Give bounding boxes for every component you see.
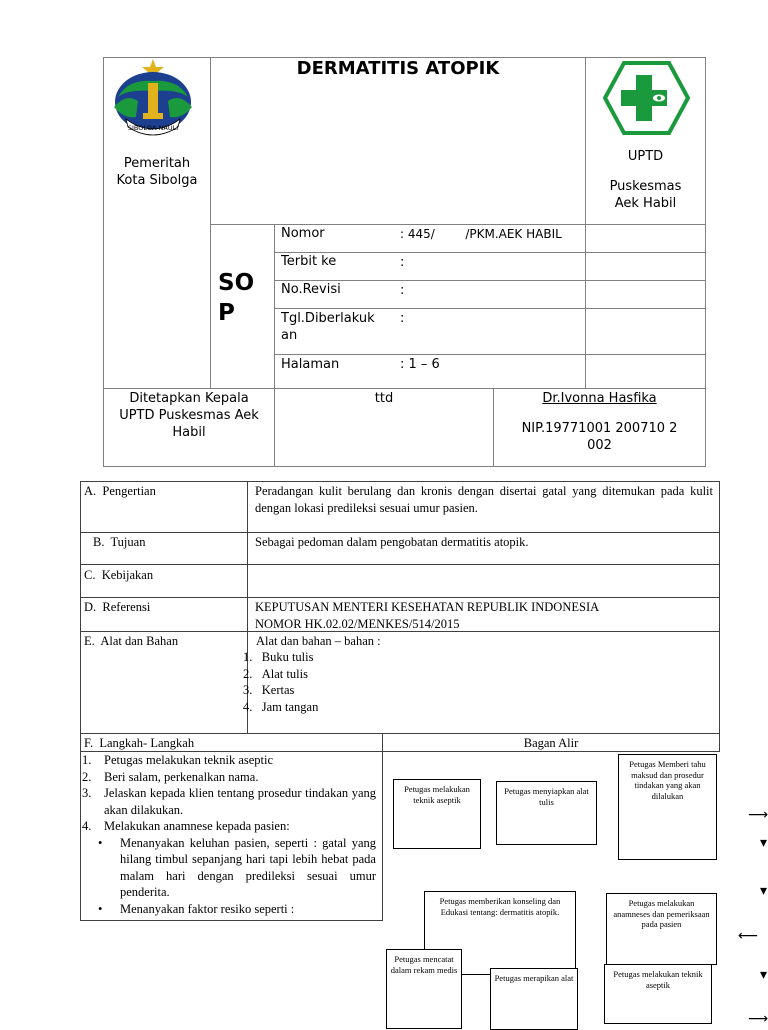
- alat-list: [243, 649, 318, 715]
- flow-box-aseptik-2: Petugas melakukan teknik aseptik: [604, 964, 712, 1024]
- tujuan-text: Sebagai pedoman dalam pengobatan dermatitis atopik.: [255, 535, 529, 549]
- arrow-down-icon: ▾: [760, 967, 768, 983]
- flow-box-aseptik: Petugas melakukan teknik aseptik: [393, 779, 481, 849]
- tujuan-label: B. Tujuan: [93, 535, 146, 549]
- field-terbit-value: :: [400, 255, 405, 270]
- referensi-label: D. Referensi: [84, 600, 151, 614]
- field-tgl-value: :: [400, 311, 405, 326]
- field-terbit-label: Terbit ke: [281, 254, 337, 269]
- ditetapkan-text: Ditetapkan Kepala UPTD Puskesmas Aek Habil: [119, 391, 259, 440]
- left-org-name: Pemeritah Kota Sibolga: [116, 156, 198, 188]
- kebijakan-label: C. Kebijakan: [84, 568, 154, 582]
- list-item: 1. Buku tulis: [243, 650, 314, 664]
- field-revisi-label: No.Revisi: [281, 282, 341, 297]
- sop-label: SO P: [218, 270, 255, 326]
- list-item: • Menanyakan faktor resiko seperti :: [98, 901, 295, 916]
- list-item: • Menanyakan keluhan pasien, seperti : gatal yang hilang timbul sepanjang hari tapi lebih hebat pada malam hari dengan predileksi sesuai umur penderita.: [98, 835, 376, 899]
- field-halaman-label: Halaman: [281, 357, 340, 372]
- referensi-text: KEPUTUSAN MENTERI KESEHATAN REPUBLIK INDONESIA NOMOR HK.02.02/MENKES/514/2015: [255, 600, 600, 631]
- list-item: 1. Petugas melakukan teknik aseptic: [82, 753, 274, 767]
- flow-box-memberi-tahu: Petugas Memberi tahu maksud dan prosedur tindakan yang akan dilalukan: [618, 754, 717, 860]
- flow-box-alat-tulis: Petugas menyiapkan alat tulis: [496, 781, 597, 845]
- signer-nip: NIP.19771001 200710 2 002: [521, 421, 678, 453]
- right-org-puskesmas: Puskesmas Aek Habil: [609, 179, 682, 211]
- list-item: 2. Alat tulis: [243, 666, 308, 681]
- list-item: 2. Beri salam, perkenalkan nama.: [82, 769, 259, 784]
- flow-box-rekam-medis: Petugas mencatat dalam rekam medis: [386, 949, 462, 1029]
- field-revisi-value: :: [400, 283, 405, 298]
- alat-label: E. Alat dan Bahan: [84, 634, 179, 648]
- page-title: DERMATITIS ATOPIK: [296, 58, 500, 79]
- field-nomor-value: : 445/ /PKM.AEK HABIL: [400, 227, 562, 241]
- alat-intro: Alat dan bahan – bahan :: [256, 634, 381, 648]
- puskesmas-logo: [603, 61, 690, 135]
- field-tgl-label: Tgl.Diberlakuk an: [281, 311, 375, 343]
- pengertian-text: Peradangan kulit berulang dan kronis dengan disertai gatal yang ditemukan pada kulit dengan lokasi predileksi sesuai umur pasien.: [255, 484, 713, 515]
- arrow-left-icon: ⟵: [738, 928, 759, 944]
- signer-name: Dr.Ivonna Hasfika: [542, 391, 657, 406]
- ttd-text: ttd: [374, 391, 394, 406]
- arrow-right-icon: ⟶: [748, 807, 768, 823]
- sibolga-logo: [108, 57, 198, 141]
- logo-motto: SIBOLGA NAULI: [127, 124, 179, 132]
- list-item: 4. Melakukan anamnese kepada pasien:: [82, 819, 290, 833]
- field-nomor-label: Nomor: [281, 226, 325, 241]
- bagan-label: Bagan Alir: [523, 736, 579, 750]
- list-item: 3. Kertas: [243, 683, 295, 697]
- steps-list: [82, 752, 376, 917]
- arrow-right-icon: ⟶: [748, 1011, 768, 1027]
- langkah-label: F. Langkah- Langkah: [84, 736, 195, 750]
- pengertian-label: A. Pengertian: [84, 484, 156, 498]
- list-item: 3. Jelaskan kepada klien tentang prosedur tindakan yang akan dilakukan.: [82, 786, 376, 817]
- flow-box-konseling: Petugas memberikan konseling dan Edukasi tentang: dermatitis atopik.: [424, 891, 576, 975]
- flow-box-merapikan: Petugas merapikan alat: [490, 968, 578, 1030]
- arrow-down-icon: ▾: [760, 883, 768, 899]
- field-halaman-value: : 1 – 6: [400, 357, 440, 372]
- list-item: 4. Jam tangan: [243, 699, 319, 714]
- arrow-down-icon: ▾: [760, 835, 768, 851]
- flow-box-anamnese: Petugas melakukan anamneses dan pemeriksaan pada pasien: [606, 893, 717, 965]
- right-org-uptd: UPTD: [627, 149, 664, 164]
